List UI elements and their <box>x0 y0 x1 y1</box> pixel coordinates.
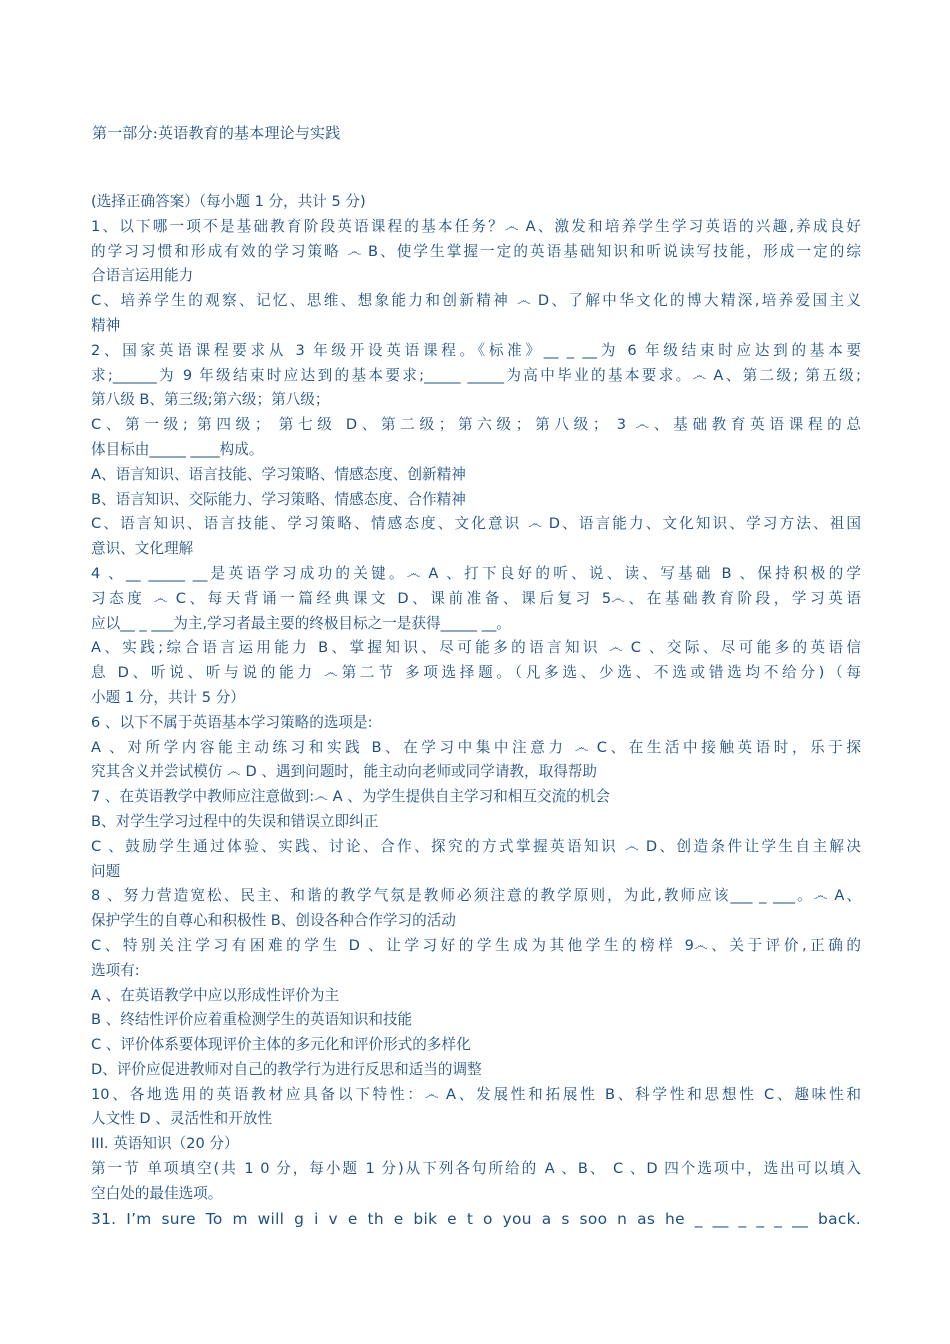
text-line: 小题 1 分，共计 5 分） <box>91 688 245 706</box>
text-line: 空白处的最佳选项。 <box>91 1184 223 1202</box>
document-title: 第一部分:英语教育的基本理论与实践 <box>92 124 341 142</box>
text-line: 保护学生的自尊心和积极性 B、创设各种合作学习的活动 <box>91 912 456 930</box>
text-line: 7 、在英语教学中教师应注意做到:෴ A 、为学生提供自主学习和相互交流的机会 <box>91 788 610 806</box>
text-line: 习态度 ෴ C、每天背诵一篇经典课文 D、课前准备、课后复习 5෴、在基础教育阶段，学习英语 <box>91 589 861 607</box>
text-line: C 、鼓励学生通过体验、实践、讨论、合作、探究的方式掌握英语知识 ෴ D、创造条件让学生自主解决 <box>91 837 861 855</box>
text-line: 意识、文化理解 <box>91 540 194 558</box>
text-line: 息 D、听说、听与说的能力 ෴第二节 多项选择题。（凡多选、少选、不选或错选均不给分)（每 <box>91 664 861 682</box>
text-line: A、语言知识、语言技能、学习策略、情感态度、创新精神 <box>91 465 466 483</box>
text-line: 1、以下哪一项不是基础教育阶段英语课程的基本任务？෴ A、激发和培养学生学习英语的兴趣,养成良好 <box>91 217 861 235</box>
text-line: B、对学生学习过程中的失误和错误立即纠正 <box>91 812 379 830</box>
text-line: C、语言知识、语言技能、学习策略、情感态度、文化意识 ෴ D、语言能力、文化知识、学习方法、祖国 <box>91 515 861 533</box>
text-line: 应以__ _ ___为主,学习者最主要的终极目标之一是获得_____ __。 <box>91 614 511 632</box>
text-line: C、培养学生的观察、记忆、思维、想象能力和创新精神 ෴ D、了解中华文化的博大精深,培养爱国主义 <box>91 292 861 310</box>
text-line: 第八级 B、第三级;第六级；第八级； <box>91 391 330 409</box>
text-line: 第一节 单项填空(共 1 0 分，每小题 1 分)从下列各句所给的 A 、B、 C 、D 四个选项中，选出可以填入 <box>91 1160 861 1178</box>
text-line: 10、各地选用的英语教材应具备以下特性：෴ A、发展性和拓展性 B、科学性和思想性 C、趣味性和 <box>91 1085 861 1103</box>
text-line: 究其含义并尝试模仿 ෴ D 、遇到问题时，能主动向老师或同学请教，取得帮助 <box>91 763 597 781</box>
text-line: 问题 <box>91 862 121 880</box>
text-line: 8 、努力营造宽松、民主、和谐的教学气氛是教师必须注意的教学原则，为此,教师应该___ _ ___。෴ A、 <box>91 887 861 905</box>
document-body <box>91 190 861 1231</box>
text-line: 4 、__ _____ __是英语学习成功的关键。෴ A 、打下良好的听、说、读、写基础 B 、保持积极的学 <box>91 564 861 582</box>
text-line: B、语言知识、交际能力、学习策略、情感态度、合作精神 <box>91 490 466 508</box>
text-line: A、实践;综合语言运用能力 B、掌握知识、尽可能多的语言知识 ෴ C 、交际、尽可能多的英语信 <box>91 639 861 657</box>
text-line: 的学习习惯和形成有效的学习策略 ෴ B、使学生掌握一定的英语基础知识和听说读写技能，形成一定的综 <box>91 242 861 260</box>
text-line: B 、终结性评价应着重检测学生的英语知识和技能 <box>91 1011 413 1029</box>
text-line: 6 、以下不属于英语基本学习策略的选项是: <box>91 713 373 731</box>
text-line: A 、在英语教学中应以形成性评价为主 <box>91 986 340 1004</box>
question-31-line: 31. I’m sure To m will g i v e th e bik e t o you a s soo n as he _ __ _ _ _ __ back. <box>91 1209 861 1228</box>
text-line: C 、评价体系要体现评价主体的多元化和评价形式的多样化 <box>91 1036 471 1054</box>
text-line: 人文性 D 、灵活性和开放性 <box>91 1110 273 1128</box>
text-line: A 、对所学内容能主动练习和实践 B、在学习中集中注意力 ෴ C、在生活中接触英语时，乐于探 <box>91 738 861 756</box>
text-line: (选择正确答案）（每小题 1 分，共计 5 分) <box>91 193 366 210</box>
text-line: 精神 <box>91 316 121 334</box>
text-line: 求;______为 9 年级结束时应达到的基本要求;_____ _____为高中毕业的基本要求。෴ A、第二级; 第五级; <box>91 366 861 384</box>
text-line: C、特别关注学习有困难的学生 D 、让学习好的学生成为其他学生的榜样 9෴、关于评价,正确的 <box>91 936 861 954</box>
text-line: C、第一级; 第四级； 第七级 D、第二级；第六级；第八级； 3 ෴、基础教育英语课程的总 <box>91 416 861 434</box>
text-line: 2、国家英语课程要求从 3 年级开设英语课程。《标准》__ _ __为 6 年级结束时应达到的基本要 <box>91 341 861 359</box>
text-line: 选项有: <box>91 961 140 979</box>
text-line: D、评价应促进教师对自己的教学行为进行反思和适当的调整 <box>91 1060 482 1078</box>
text-line: III. 英语知识（20 分） <box>91 1135 239 1153</box>
text-line: 体目标由_____ ____构成。 <box>91 440 264 458</box>
text-line: 合语言运用能力 <box>91 267 194 285</box>
